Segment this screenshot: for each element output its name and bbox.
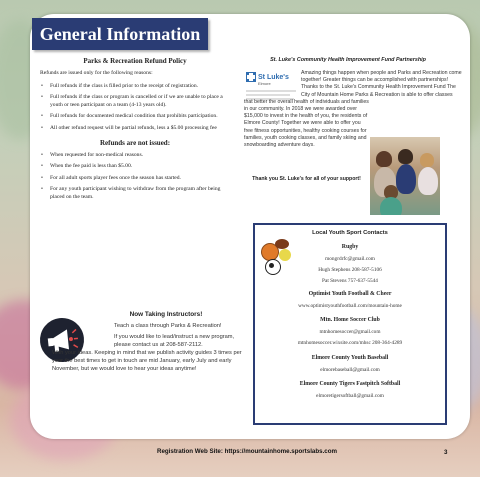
st-lukes-logo-name: St Luke's [258, 74, 289, 81]
contact-line: www.optimistyouthfootball.com/mountain-home [298, 303, 402, 309]
contact-heading-soccer: Mtn. Home Soccer Club [320, 317, 380, 323]
list-item: • For any youth participant wishing to withdraw from the program after being placed on the team. [40, 186, 230, 201]
contact-line: mtnhomesoccer@gmail.com [319, 329, 381, 335]
youth-sport-contacts [253, 223, 447, 425]
instructors-line-3: With your ideas. Keeping in mind that we publish activity guides 3 times per year the best times to get in touch are mid January, early July and early November, but we would love to hear your ideas anytime! [52, 349, 242, 372]
contact-line: mongrdrfc@gmail.com [325, 256, 375, 262]
page-title: General Information [32, 18, 208, 50]
st-lukes-para-2: that better the overall health of individuals and families in our community. In 2018 we were awarded over $15,000 to invest in the health of you, the residents of Elmore County! Together we were able to offer you free fitness opportunities, healthy cooking courses for families, youth cooking classes, and family skiing and snowboarding adventure days. [244, 98, 369, 149]
contact-heading-football: Optimist Youth Football & Cheer [308, 291, 392, 297]
refund-policy-title: Parks & Recreation Refund Policy [83, 57, 187, 65]
list-item: • Full refunds for documented medical condition that prohibits participation. [40, 113, 230, 121]
page-number: 3 [444, 449, 448, 456]
refund-intro: Refunds are issued only for the following reasons: [40, 70, 153, 76]
contact-heading-softball: Elmore County Tigers Fastpitch Softball [299, 381, 401, 387]
contact-heading-rugby: Rugby [341, 244, 359, 250]
list-item: • Full refunds if the class or program is cancelled or if we are unable to place a youth or teen participant on a team (4-13 years old). [40, 94, 230, 109]
st-lukes-logo-sub: Elmore [258, 81, 271, 86]
contact-line: elmorebaseball@gmail.com [320, 367, 380, 373]
instructors-line-1: Teach a class through Parks & Recreation! [114, 323, 222, 329]
contacts-title: Local Youth Sport Contacts [312, 230, 388, 236]
group-photo [370, 137, 440, 215]
st-lukes-thanks: Thank you St. Luke's for all of your support! [252, 176, 361, 182]
contact-heading-baseball: Elmore County Youth Baseball [311, 355, 389, 361]
list-item: • When the fee paid is less than $5.00. [40, 163, 230, 171]
list-item: • Full refunds if the class is filled prior to the receipt of registration. [40, 83, 230, 91]
list-item: • For all adult sports player fees once the season has started. [40, 175, 230, 183]
registration-footer[interactable]: Registration Web Site: https://mountainhome.sportslabs.com [156, 448, 338, 455]
refund-policy-section [40, 57, 230, 206]
refund-reasons-list [40, 83, 230, 133]
contact-line: Pat Stevens 757-637-5544 [322, 278, 378, 284]
contact-line: mtnhomesoccer.wixsite.com/mhsc 208-364-4289 [297, 340, 403, 346]
refunds-not-issued-title: Refunds are not issued: [99, 138, 171, 147]
instructors-title: Now Taking Instructors! [129, 311, 203, 318]
instructors-line-2: If you would like to lead/instruct a new program, please contact us at 208-587-2112. [114, 333, 235, 348]
contact-line: elmoretigersoftball@gmail.com [316, 393, 384, 399]
contact-line: Hugh Stephens 208-587-5106 [318, 267, 382, 273]
list-item: • When requested for non-medical reasons. [40, 152, 230, 160]
st-lukes-title: St. Luke's Community Health Improvement Fund Partnership [270, 57, 426, 63]
list-item: • All other refund request will be partial refunds, less a $5.00 processing fee [40, 125, 230, 133]
instructors-text [52, 323, 244, 373]
st-lukes-para-1: Amazing things happen when people and Parks and Recreation come together! Greater things can be accomplished with partnerships! Thanks to the St. Luke's Community Health Improvement Fund The City of Mountain Home Parks & Recreation is able to offer classes [301, 70, 462, 98]
refunds-not-issued-list [40, 152, 230, 202]
